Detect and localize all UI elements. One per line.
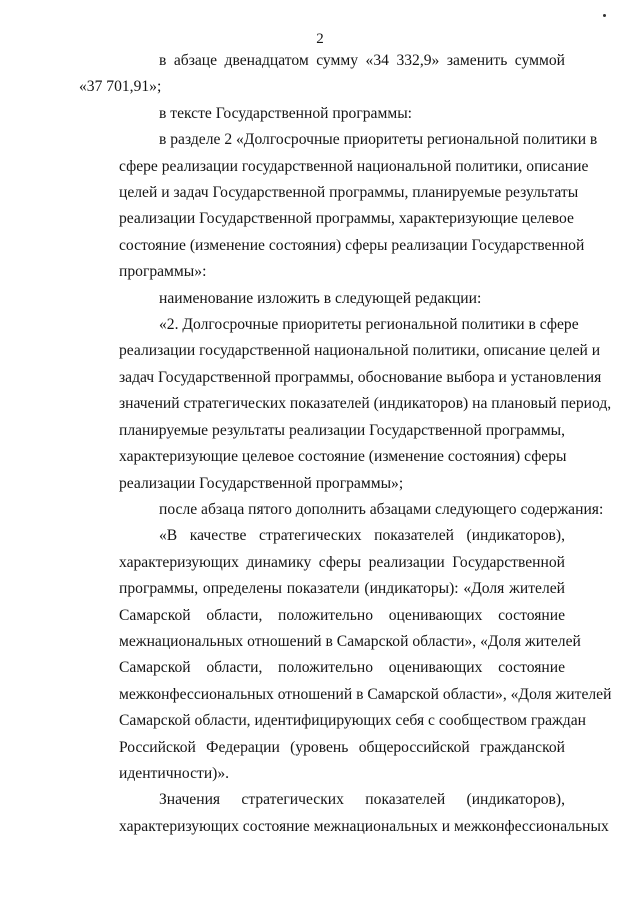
text-line: в тексте Государственной программы: (159, 104, 413, 122)
text-line: в разделе 2 «Долгосрочные приоритеты региональной политики в (159, 131, 598, 149)
text-line: значений стратегических показателей (индикаторов) на плановый период, (119, 395, 612, 413)
text-line: Российской Федерации (уровень общероссийской гражданской (119, 738, 565, 756)
text-line: целей и задач Государственной программы, планируемые результаты (119, 184, 579, 202)
paragraph-amount-change (79, 48, 565, 101)
text-line: характеризующих динамику сферы реализации Государственной (119, 553, 565, 571)
scan-speck (603, 14, 606, 17)
text-line: программы, определены показатели (индикаторы): «Доля жителей (119, 580, 565, 598)
paragraph-indicator-values (79, 787, 609, 840)
text-line: планируемые результаты реализации Государственной программы, (119, 421, 565, 439)
text-line: реализации Государственной программы, характеризующие целевое (119, 210, 574, 228)
text-line: межконфессиональных отношений в Самарской области», «Доля жителей (119, 685, 612, 703)
text-line: «37 701,91»; (79, 78, 162, 96)
text-line: Самарской области, идентифицирующих себя с сообществом граждан (119, 712, 586, 730)
text-line: состояние (изменение состояния) сферы реализации Государственной (119, 236, 585, 254)
text-line: наименование изложить в следующей редакции: (159, 289, 482, 307)
text-line: после абзаца пятого дополнить абзацами следующего содержания: (159, 500, 604, 518)
document-body (79, 48, 612, 840)
text-line: «В качестве стратегических показателей (индикаторов), (159, 527, 565, 545)
paragraph-title-edit (79, 286, 565, 312)
text-line: в абзаце двенадцатом сумму «34 332,9» заменить суммой (159, 52, 565, 69)
text-line: задач Государственной программы, обоснование выбора и установления (119, 368, 602, 386)
text-line: характеризующих состояние межнациональных и межконфессиональных (119, 817, 609, 835)
page-number: 2 (316, 31, 324, 47)
text-line: реализации Государственной программы»; (119, 474, 404, 492)
paragraph-new-title (79, 312, 612, 497)
text-line: реализации государственной национальной политики, описание целей и (119, 342, 601, 360)
paragraph-add-after-fifth (79, 497, 604, 523)
text-line: программы»: (119, 263, 207, 281)
paragraph-indicators (79, 523, 612, 787)
text-line: Значения стратегических показателей (индикаторов), (159, 791, 565, 809)
text-line: сфере реализации государственной национальной политики, описание (119, 157, 589, 175)
paragraph-section-2 (79, 127, 598, 285)
text-line: Самарской области, положительно оценивающих состояние (119, 606, 565, 624)
text-line: Самарской области, положительно оценивающих состояние (119, 659, 565, 677)
text-line: характеризующие целевое состояние (изменение состояния) сферы (119, 448, 567, 466)
text-line: «2. Долгосрочные приоритеты региональной политики в сфере (159, 316, 579, 334)
text-line: идентичности)». (119, 764, 230, 782)
paragraph-in-program-text (79, 101, 565, 127)
text-line: межнациональных отношений в Самарской области», «Доля жителей (119, 632, 581, 650)
